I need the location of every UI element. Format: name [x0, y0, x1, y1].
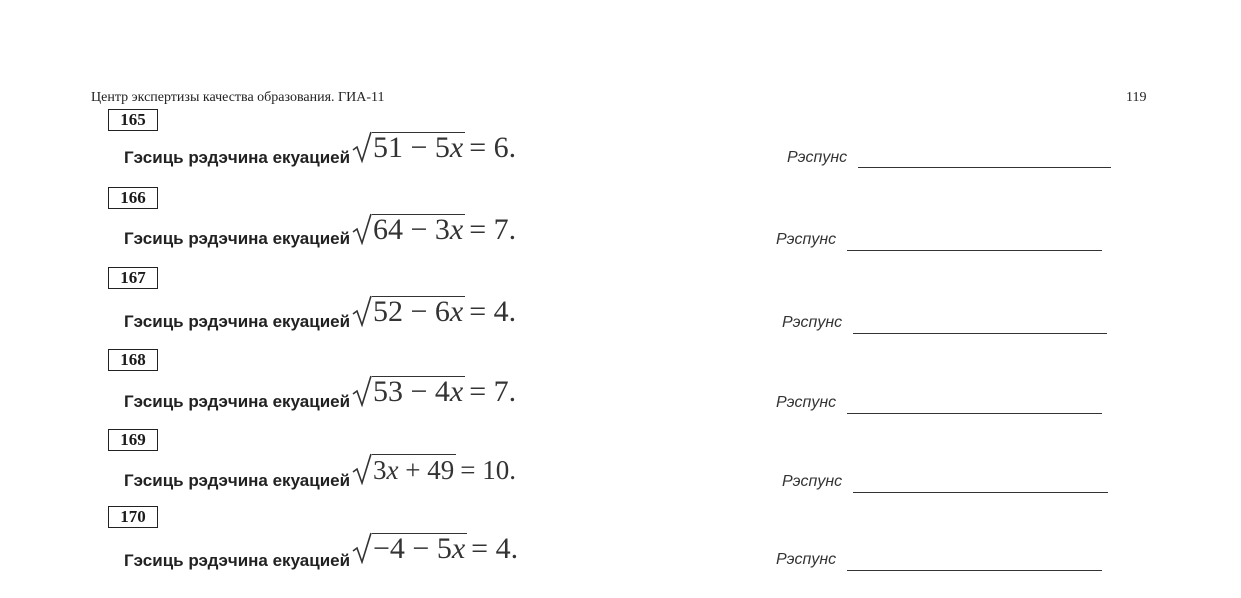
radical-sign-icon: [352, 375, 372, 407]
square-root: [352, 453, 456, 485]
answer-field[interactable]: [847, 570, 1102, 571]
answer-label: Рэспунс: [787, 149, 848, 166]
radical-sign-icon: [352, 295, 372, 327]
equation: [352, 367, 516, 407]
answer-label: Рэспунс: [776, 231, 837, 248]
square-root: [352, 375, 465, 407]
equation-rhs: = 7.: [469, 213, 517, 246]
problem-prompt: Гэсиць рэдэчина екуацией: [124, 471, 351, 490]
problem-number: 169: [108, 429, 158, 451]
answer-label: Рэспунс: [782, 473, 843, 490]
radicand: 51 − 5x: [373, 131, 464, 164]
answer-field[interactable]: [853, 492, 1108, 493]
page-number: 119: [1126, 90, 1147, 105]
radicand: 52 − 6x: [373, 295, 464, 328]
problem-prompt: Гэсиць рэдэчина екуацией: [124, 229, 351, 248]
equation-rhs: = 7.: [469, 375, 517, 408]
radicand: −4 − 5x: [373, 532, 466, 565]
equation: [352, 524, 518, 564]
problem-167: [0, 267, 1241, 347]
square-root: [352, 131, 465, 163]
equation: [352, 287, 516, 327]
problem-number: 167: [108, 267, 158, 289]
equation: [352, 205, 516, 245]
square-root: [352, 295, 465, 327]
answer-field[interactable]: [847, 250, 1102, 251]
equation-rhs: = 4.: [469, 295, 517, 328]
answer-label: Рэспунс: [776, 551, 837, 568]
radicand: 3x + 49: [373, 455, 455, 485]
problem-prompt: Гэсиць рэдэчина екуацией: [124, 392, 351, 411]
radical-sign-icon: [352, 213, 372, 245]
problem-169: [0, 429, 1241, 509]
equation-rhs: = 4.: [471, 532, 519, 565]
problem-number: 168: [108, 349, 158, 371]
radicand: 64 − 3x: [373, 213, 464, 246]
problem-166: [0, 187, 1241, 267]
answer-field[interactable]: [858, 167, 1111, 168]
running-header: Центр экспертизы качества образования. ГИА-11: [91, 90, 385, 105]
answer-label: Рэспунс: [782, 314, 843, 331]
answer-label: Рэспунс: [776, 394, 837, 411]
problem-168: [0, 349, 1241, 429]
radical-sign-icon: [352, 131, 372, 163]
problem-number: 166: [108, 187, 158, 209]
square-root: [352, 532, 467, 564]
radicand: 53 − 4x: [373, 375, 464, 408]
problem-prompt: Гэсиць рэдэчина екуацией: [124, 551, 351, 570]
radical-sign-icon: [352, 532, 372, 564]
radical-sign-icon: [352, 453, 372, 485]
problem-number: 165: [108, 109, 158, 131]
square-root: [352, 213, 465, 245]
equation: [352, 445, 516, 485]
problem-number: 170: [108, 506, 158, 528]
problem-170: [0, 506, 1241, 586]
answer-field[interactable]: [853, 333, 1107, 334]
equation-rhs: = 6.: [469, 131, 517, 164]
problem-prompt: Гэсиць рэдэчина екуацией: [124, 148, 351, 167]
problem-prompt: Гэсиць рэдэчина екуацией: [124, 312, 351, 331]
equation-rhs: = 10.: [460, 455, 516, 485]
answer-field[interactable]: [847, 413, 1102, 414]
problem-165: [0, 109, 1241, 189]
equation: [352, 123, 516, 163]
